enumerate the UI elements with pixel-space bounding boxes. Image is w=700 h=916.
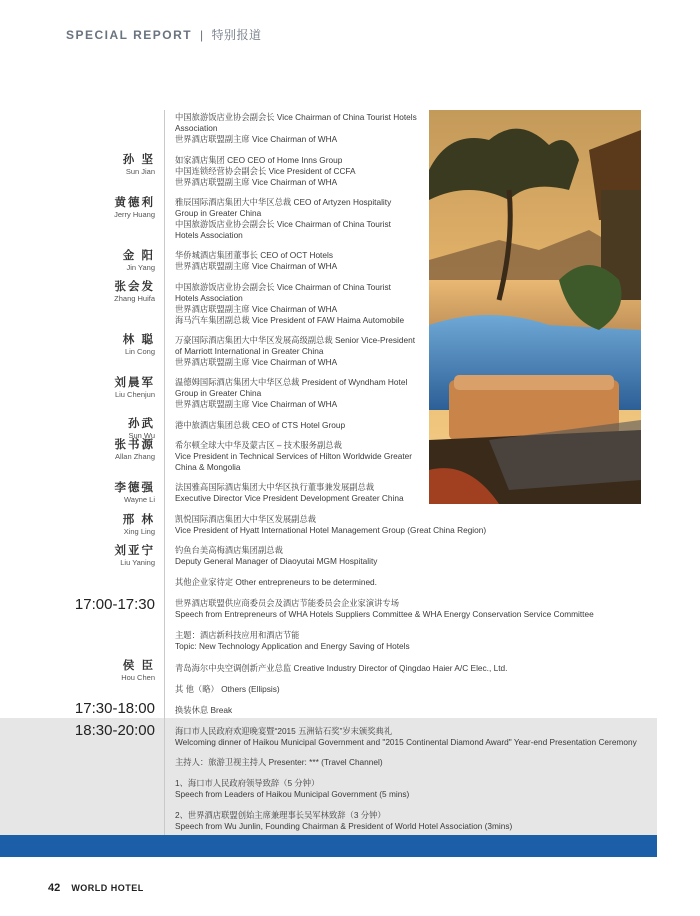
title-line: 雅辰国际酒店集团大中华区总裁 CEO of Artyzen Hospitality	[175, 197, 392, 207]
title-line: 世界酒店联盟副主席 Vice Chairman of WHA	[175, 304, 338, 314]
intro-line: 世界酒店联盟副主席 Vice Chairman of WHA	[175, 134, 338, 144]
title-line: Vice President in Technical Services of Hilton Worldwide Greater	[175, 451, 413, 461]
title-line: 温德姆国际酒店集团大中华区总裁 President of Wyndham Hotel	[175, 377, 408, 387]
speaker-name	[128, 418, 155, 441]
title-line: 中国旅游饭店业协会副会长 Vice Chairman of China Tourist	[175, 219, 391, 229]
speaker-name	[123, 514, 155, 537]
dinner-line: Welcoming dinner of Haikou Municipal Government and "2015 Continental Diamond Award" Year-end Presentation Ceremony	[175, 737, 637, 747]
header-divider: |	[199, 28, 204, 42]
speaker-name-en: Zhang Huifa	[114, 294, 155, 303]
speaker-name-en: Wayne Li	[124, 495, 155, 504]
title-line: 如家酒店集团 CEO CEO of Home Inns Group	[175, 155, 343, 165]
speaker-name-cn: 孙 坚	[122, 154, 155, 166]
speaker-name-en: Hou Chen	[121, 673, 155, 682]
page-footer	[48, 882, 144, 894]
break-text: 换装休息 Break	[175, 705, 233, 715]
title-line: 世界酒店联盟副主席 Vice Chairman of WHA	[175, 399, 338, 409]
dinner-line: 海口市人民政府欢迎晚宴暨“2015 五洲钻石奖”岁末颁奖典礼	[175, 726, 393, 736]
page-number: 42	[48, 882, 61, 894]
dinner-host: 主持人：旅游卫视主持人 Presenter: *** (Travel Channel)	[175, 757, 383, 767]
title-line: 中国旅游饭店业协会副会长 Vice Chairman of China Tourist	[175, 282, 391, 292]
title-line: 希尔顿全球大中华及蒙古区 – 技术服务副总裁	[175, 440, 342, 450]
item-line: Speech from Leaders of Haikou Municipal Government (5 mins)	[175, 789, 410, 799]
speaker-titles	[175, 440, 412, 473]
title-line: 世界酒店联盟副主席 Vice Chairman of WHA	[175, 177, 338, 187]
speaker-name-en: Liu Yaning	[120, 558, 155, 567]
timeline-divider	[164, 110, 165, 835]
title-line: 法国雅高国际酒店集团大中华区执行董事兼发展副总裁	[175, 482, 375, 492]
resort-photo	[429, 110, 641, 504]
intro-line: Association	[175, 123, 218, 133]
title-line: of Marriott International in Greater China	[175, 346, 324, 356]
topic-line: Topic: New Technology Application and Energy Saving of Hotels	[175, 641, 410, 651]
others-ellipsis: 其 他（略） Others (Ellipsis)	[175, 684, 280, 694]
title-line: Hotels Association	[175, 230, 243, 240]
session-line: 世界酒店联盟供应商委员会及酒店节能委员会企业家演讲专场	[175, 598, 400, 608]
title-line: Group in Greater China	[175, 208, 262, 218]
session-topic	[175, 630, 410, 652]
speaker-name	[115, 377, 156, 400]
speaker-titles: 青岛海尔中央空调创新产业总监 Creative Industry Director of Qingdao Haier A/C Elec., Ltd.	[175, 663, 508, 673]
speaker-name	[123, 334, 155, 357]
dinner-description	[175, 726, 637, 748]
others-tbd: 其他企业家待定 Other entrepreneurs to be determined.	[175, 577, 377, 587]
title-line: China & Mongolia	[175, 462, 241, 472]
speaker-name-en: Sun Jian	[125, 167, 155, 176]
section-title-cn: 特别报道	[211, 28, 262, 42]
title-line: Executive Director Vice President Development Greater China	[175, 493, 404, 503]
speaker-titles	[175, 335, 415, 368]
speaker-name-cn: 邢 林	[122, 514, 155, 526]
speaker-titles	[175, 282, 404, 326]
item-line: 1、海口市人民政府领导致辞（5 分钟）	[175, 778, 320, 788]
section-header	[66, 26, 261, 43]
topic-line: 主题：酒店新科技应用和酒店节能	[175, 630, 300, 640]
title-line: 万豪国际酒店集团大中华区发展高级副总裁 Senior Vice-President	[175, 335, 416, 345]
speaker-name	[123, 154, 155, 177]
speaker-name-en: Lin Cong	[124, 347, 155, 356]
intro-line: 中国旅游饭店业协会副会长 Vice Chairman of China Tourist Hotels	[175, 112, 417, 122]
dinner-item-2	[175, 810, 512, 832]
speaker-titles	[175, 482, 404, 504]
speaker-titles	[175, 155, 356, 188]
speaker-name-cn: 张会发	[114, 281, 155, 293]
title-line: Deputy General Manager of Diaoyutai MGM Hospitality	[175, 556, 378, 566]
section-title: SPECIAL REPORT	[66, 28, 193, 42]
speaker-titles	[175, 420, 345, 431]
speaker-name	[115, 545, 156, 568]
title-line: 钓鱼台美高梅酒店集团副总裁	[175, 545, 283, 555]
title-line: Hotels Association	[175, 293, 243, 303]
speaker-titles	[175, 545, 377, 567]
speaker-name-cn: 侯 臣	[122, 660, 155, 672]
speaker-titles	[175, 197, 391, 241]
magazine-name: WORLD HOTEL	[71, 883, 144, 893]
title-line: 中国连锁经营协会副会长 Vice President of CCFA	[175, 166, 356, 176]
title-line: 海马汽车集团副总裁 Vice President of FAW Haima Automobile	[175, 315, 405, 325]
title-line: 港中旅酒店集团总裁 CEO of CTS Hotel Group	[175, 420, 346, 430]
blue-footer-bar	[0, 835, 657, 857]
title-line: Vice President of Hyatt International Hotel Management Group (Great China Region)	[175, 525, 487, 535]
speaker-name-cn: 金 阳	[122, 250, 155, 262]
title-line: Group in Greater China	[175, 388, 262, 398]
speaker-titles	[175, 377, 407, 410]
speaker-name-cn: 刘晨军	[114, 377, 155, 389]
speaker-name-cn: 孙武	[128, 418, 155, 430]
speaker-name-cn: 李德强	[114, 482, 155, 494]
speaker-name	[114, 281, 155, 304]
session-time: 18:30-20:00	[74, 722, 155, 739]
speaker-name-en: Liu Chenjun	[114, 390, 155, 399]
speaker-name-en: Sun Wu	[128, 431, 155, 440]
speaker-name-cn: 刘亚宁	[114, 545, 155, 557]
intro-block	[175, 112, 417, 145]
speaker-name	[123, 250, 155, 273]
dinner-item-1	[175, 778, 409, 800]
speaker-name-cn: 林 聪	[122, 334, 155, 346]
speaker-name-cn: 黄德利	[114, 197, 155, 209]
speaker-name	[115, 439, 156, 462]
speaker-name-en: Jin Yang	[126, 263, 155, 272]
item-line: 2、世界酒店联盟创始主席兼理事长吴军林致辞（3 分钟）	[175, 810, 386, 820]
speaker-name	[115, 482, 156, 505]
item-line: Speech from Wu Junlin, Founding Chairman & President of World Hotel Association (3mins)	[175, 821, 513, 831]
title-line: 世界酒店联盟副主席 Vice Chairman of WHA	[175, 357, 338, 367]
session-time: 17:30-18:00	[74, 700, 155, 717]
session-line: Speech from Entrepreneurs of WHA Hotels Suppliers Committee & WHA Energy Conservation Service Committee	[175, 609, 594, 619]
speaker-titles	[175, 514, 486, 536]
session-time: 17:00-17:30	[74, 596, 155, 613]
speaker-name-en: Xing Ling	[123, 527, 155, 536]
title-line: 华侨城酒店集团董事长 CEO of OCT Hotels	[175, 250, 333, 260]
title-line: 凯悦国际酒店集团大中华区发展副总裁	[175, 514, 317, 524]
title-line: 世界酒店联盟副主席 Vice Chairman of WHA	[175, 261, 338, 271]
speaker-name	[114, 197, 155, 220]
speaker-name-cn: 张书源	[114, 439, 155, 451]
session-description	[175, 598, 594, 620]
speaker-name-en: Allan Zhang	[114, 452, 155, 461]
speaker-name	[121, 660, 155, 683]
speaker-titles	[175, 250, 337, 272]
speaker-name-en: Jerry Huang	[114, 210, 155, 219]
